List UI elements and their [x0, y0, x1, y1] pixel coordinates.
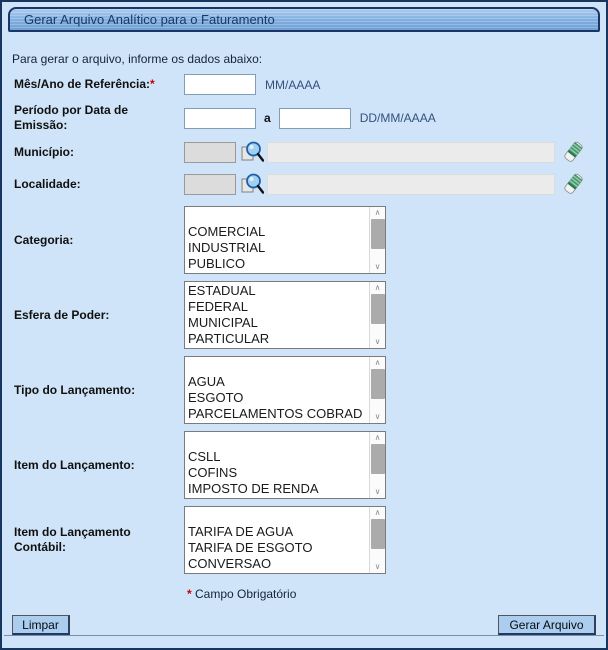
scroll-up-icon[interactable]: ∧ [374, 358, 381, 367]
periodo-label: Período por Data de Emissão: [14, 103, 129, 132]
municipio-code-input[interactable] [184, 142, 236, 163]
list-option[interactable]: PARTICULAR [188, 331, 270, 346]
localidade-search-button[interactable] [239, 171, 265, 197]
item-lancamento-listbox[interactable] [184, 431, 386, 499]
field-row-tipo-lancamento [2, 356, 606, 424]
municipio-search-button[interactable] [239, 139, 265, 165]
item-lancamento-options [185, 432, 369, 498]
field-row-item-lancamento [2, 431, 606, 499]
municipio-clear-button[interactable] [560, 139, 586, 165]
scroll-up-icon[interactable]: ∧ [374, 208, 381, 217]
scroll-thumb[interactable] [371, 369, 385, 399]
item-lancamento-label: Item do Lançamento: [14, 457, 135, 472]
item-lancamento-contabil-options [185, 507, 369, 573]
esfera-poder-options [185, 282, 369, 348]
mes-ano-label [14, 77, 184, 92]
list-option[interactable]: FEDERAL [188, 299, 248, 314]
categoria-options [185, 207, 369, 273]
search-icon [240, 140, 264, 164]
tipo-lancamento-options [185, 357, 369, 423]
tipo-lancamento-label: Tipo do Lançamento: [14, 382, 136, 397]
scroll-up-icon[interactable]: ∧ [374, 508, 381, 517]
list-option[interactable] [188, 508, 369, 524]
field-row-categoria [2, 206, 606, 274]
list-option[interactable]: CONVERSAO [188, 556, 272, 571]
footer [12, 615, 596, 635]
scroll-up-icon[interactable]: ∧ [374, 433, 381, 442]
field-row-mes-ano [2, 74, 606, 95]
list-option[interactable]: COMERCIAL [188, 224, 266, 239]
list-option[interactable] [188, 208, 369, 224]
required-footnote-text: Campo Obrigatório [195, 587, 297, 601]
intro-text: Para gerar o arquivo, informe os dados abaixo: [12, 52, 263, 66]
footer-divider [4, 635, 604, 636]
scroll-down-icon[interactable]: ∨ [374, 487, 381, 496]
scroll-down-icon[interactable]: ∨ [374, 412, 381, 421]
localidade-label: Localidade: [14, 176, 81, 191]
scroll-thumb[interactable] [371, 219, 385, 249]
mes-ano-input[interactable] [184, 74, 256, 95]
periodo-format-hint: DD/MM/AAAA [359, 111, 436, 125]
required-footnote [187, 587, 606, 601]
item-lancamento-scrollbar[interactable] [369, 432, 385, 498]
list-option[interactable]: PUBLICO [188, 256, 246, 271]
periodo-to-input[interactable] [279, 108, 351, 129]
list-option[interactable]: TARIFA DE AGUA [188, 524, 294, 539]
esfera-poder-listbox[interactable] [184, 281, 386, 349]
municipio-name-field[interactable] [267, 142, 555, 163]
periodo-from-input[interactable] [184, 108, 256, 129]
esfera-poder-scrollbar[interactable] [369, 282, 385, 348]
item-lancamento-contabil-scrollbar[interactable] [369, 507, 385, 573]
item-lancamento-contabil-listbox[interactable] [184, 506, 386, 574]
field-row-item-lancamento-contabil [2, 506, 606, 574]
periodo-separator: a [264, 111, 271, 125]
localidade-clear-button[interactable] [560, 171, 586, 197]
categoria-listbox[interactable] [184, 206, 386, 274]
localidade-name-field[interactable] [267, 174, 555, 195]
scroll-thumb[interactable] [371, 519, 385, 549]
field-row-localidade [2, 171, 606, 197]
esfera-poder-label: Esfera de Poder: [14, 307, 110, 322]
required-asterisk: * [150, 77, 155, 91]
scroll-thumb[interactable] [371, 294, 385, 324]
municipio-label: Município: [14, 144, 74, 159]
required-asterisk: * [187, 587, 192, 601]
list-option[interactable]: COFINS [188, 465, 238, 480]
list-option[interactable]: CSLL [188, 449, 221, 464]
search-icon [240, 172, 264, 196]
list-option[interactable]: ESGOTO [188, 390, 244, 405]
list-option[interactable] [188, 358, 369, 374]
field-row-esfera-poder [2, 281, 606, 349]
list-option[interactable]: PARCELAMENTOS COBRAD [188, 406, 363, 421]
localidade-code-input[interactable] [184, 174, 236, 195]
mes-ano-format-hint: MM/AAAA [265, 77, 321, 92]
scroll-down-icon[interactable]: ∨ [374, 562, 381, 571]
list-option[interactable] [188, 433, 369, 449]
scroll-up-icon[interactable]: ∧ [374, 283, 381, 292]
list-option[interactable]: TARIFA DE ESGOTO [188, 540, 313, 555]
scroll-down-icon[interactable]: ∨ [374, 337, 381, 346]
categoria-label: Categoria: [14, 232, 74, 247]
tipo-lancamento-scrollbar[interactable] [369, 357, 385, 423]
title-bar [8, 7, 600, 32]
item-lancamento-contabil-label: Item do Lançamento Contábil: [14, 525, 131, 554]
scroll-thumb[interactable] [371, 444, 385, 474]
mes-ano-label-text: Mês/Ano de Referência: [14, 77, 151, 91]
scroll-down-icon[interactable]: ∨ [374, 262, 381, 271]
field-row-periodo [2, 103, 606, 133]
list-option[interactable]: MUNICIPAL [188, 315, 258, 330]
list-option[interactable]: AGUA [188, 374, 225, 389]
tipo-lancamento-listbox[interactable] [184, 356, 386, 424]
eraser-icon [563, 172, 583, 196]
gerar-arquivo-button[interactable]: Gerar Arquivo [498, 615, 596, 635]
limpar-button[interactable]: Limpar [12, 615, 70, 635]
list-option[interactable]: ESTADUAL [188, 283, 256, 298]
field-row-municipio [2, 139, 606, 165]
list-option[interactable]: INDUSTRIAL [188, 240, 266, 255]
list-option[interactable]: IMPOSTO DE RENDA [188, 481, 319, 496]
categoria-scrollbar[interactable] [369, 207, 385, 273]
eraser-icon [563, 140, 583, 164]
page-title: Gerar Arquivo Analítico para o Faturamento [24, 12, 275, 27]
